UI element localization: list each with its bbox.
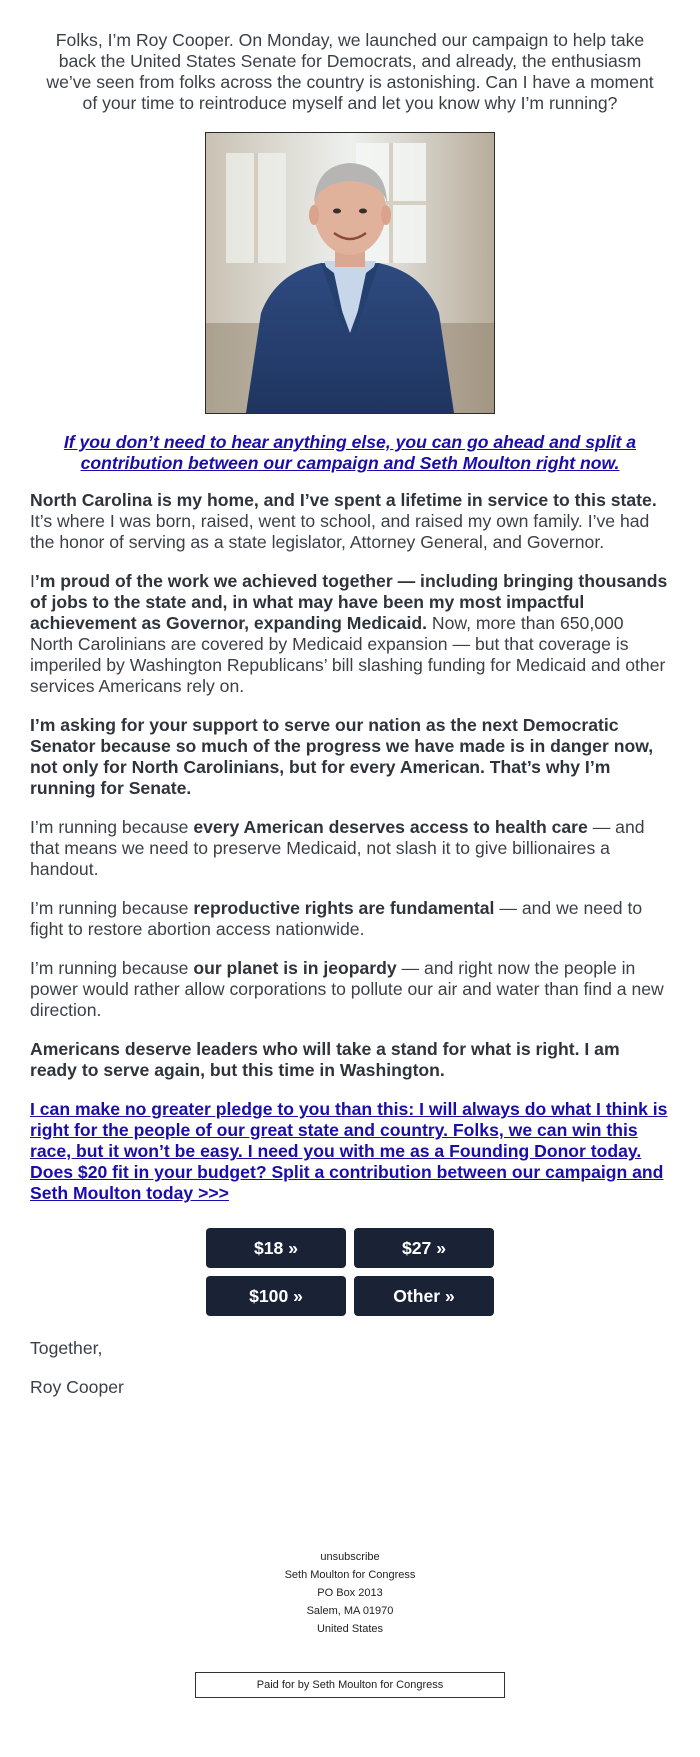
signoff-closing: Together, (30, 1338, 103, 1358)
intro-paragraph: Folks, I’m Roy Cooper. On Monday, we launched our campaign to help take back the United States Senate for Democrats, and already, the enthusiasm we’ve seen from folks across the country is astonishing. Can I have a moment of your time to reintroduce myself and let you know why I’m running? (46, 30, 654, 113)
donate-27-button[interactable]: $27 » (354, 1228, 494, 1268)
email-body (30, 0, 670, 1698)
footer-org: Seth Moulton for Congress (284, 1569, 416, 1581)
paragraph-reproductive-pre: I’m running because (30, 898, 194, 918)
paragraph-achievements (30, 571, 670, 697)
paragraph-home-bold: North Carolina is my home, and I’ve spent a lifetime in service to this state. (30, 490, 657, 510)
signoff-name: Roy Cooper (30, 1377, 124, 1397)
paragraph-support-bold: I’m asking for your support to serve our nation as the next Democratic Senator because so much of the progress we have made is in danger now, not only for North Carolinians, but for every American. That’s why I’m running for Senate. (30, 715, 654, 798)
footer-country: United States (316, 1623, 384, 1635)
split-contribution-link[interactable]: If you don’t need to hear anything else, you can go ahead and split a contribution between our campaign and Seth Moulton right now. (63, 432, 637, 473)
paragraph-achievements-bold: ’m proud of the work we achieved together — including bringing thousands of jobs to the state and, in what may have been my most impactful achievement as Governor, expanding Medicaid. (30, 571, 668, 633)
paragraph-achievements-text: Now, more than 650,000 North Carolinians are covered by Medicaid expansion — but that coverage is imperiled by Washington Republicans’ bill slashing funding for Medicaid and other services Americans rely on. (30, 613, 666, 696)
footer (30, 1548, 670, 1638)
paragraph-support (30, 715, 670, 799)
paragraph-home-text: It’s where I was born, raised, went to school, and raised my own family. I’ve had the honor of serving as a state legislator, Attorney General, and Governor. (30, 511, 650, 552)
footer-address-2: Salem, MA 01970 (306, 1605, 394, 1617)
paragraph-reproductive-rights (30, 898, 670, 940)
paragraph-reproductive-text: — and we need to fight to restore abortion access nationwide. (30, 898, 643, 939)
paragraph-achievements-lead: I (30, 571, 35, 591)
paragraph-leaders (30, 1039, 670, 1081)
donate-100-button[interactable]: $100 » (206, 1276, 346, 1316)
signoff (30, 1338, 670, 1398)
candidate-photo (205, 132, 495, 414)
paragraph-health-care-text: — and that means we need to preserve Medicaid, not slash it to give billionaires a handout. (30, 817, 645, 879)
donate-other-button[interactable]: Other » (354, 1276, 494, 1316)
donation-buttons (206, 1228, 494, 1316)
unsubscribe-link[interactable]: unsubscribe (320, 1551, 380, 1563)
paragraph-reproductive-bold: reproductive rights are fundamental (193, 898, 495, 918)
paragraph-planet (30, 958, 670, 1021)
paragraph-health-care (30, 817, 670, 880)
footer-address-1: PO Box 2013 (317, 1587, 383, 1599)
paragraph-health-care-pre: I’m running because (30, 817, 194, 837)
paragraph-planet-pre: I’m running because (30, 958, 194, 978)
donate-18-button[interactable]: $18 » (206, 1228, 346, 1268)
paragraph-home (30, 490, 670, 553)
paragraph-health-care-bold: every American deserves access to health care (193, 817, 588, 837)
paragraph-planet-text: — and right now the people in power would rather allow corporations to pollute our air and water than find a new direction. (30, 958, 664, 1020)
pledge-donate-link[interactable]: I can make no greater pledge to you than this: I will always do what I think is right for the people of our great state and country. Folks, we can win this race, but it won’t be easy. I need you with me as a Founding Donor today. Does $20 fit in your budget? Split a contribution between our campaign and Seth Moulton today >>> (30, 1099, 668, 1203)
paid-for-disclaimer: Paid for by Seth Moulton for Congress (195, 1672, 505, 1698)
paragraph-planet-bold: our planet is in jeopardy (193, 958, 397, 978)
paragraph-leaders-bold: Americans deserve leaders who will take a stand for what is right. I am ready to serve again, but this time in Washington. (30, 1039, 620, 1080)
